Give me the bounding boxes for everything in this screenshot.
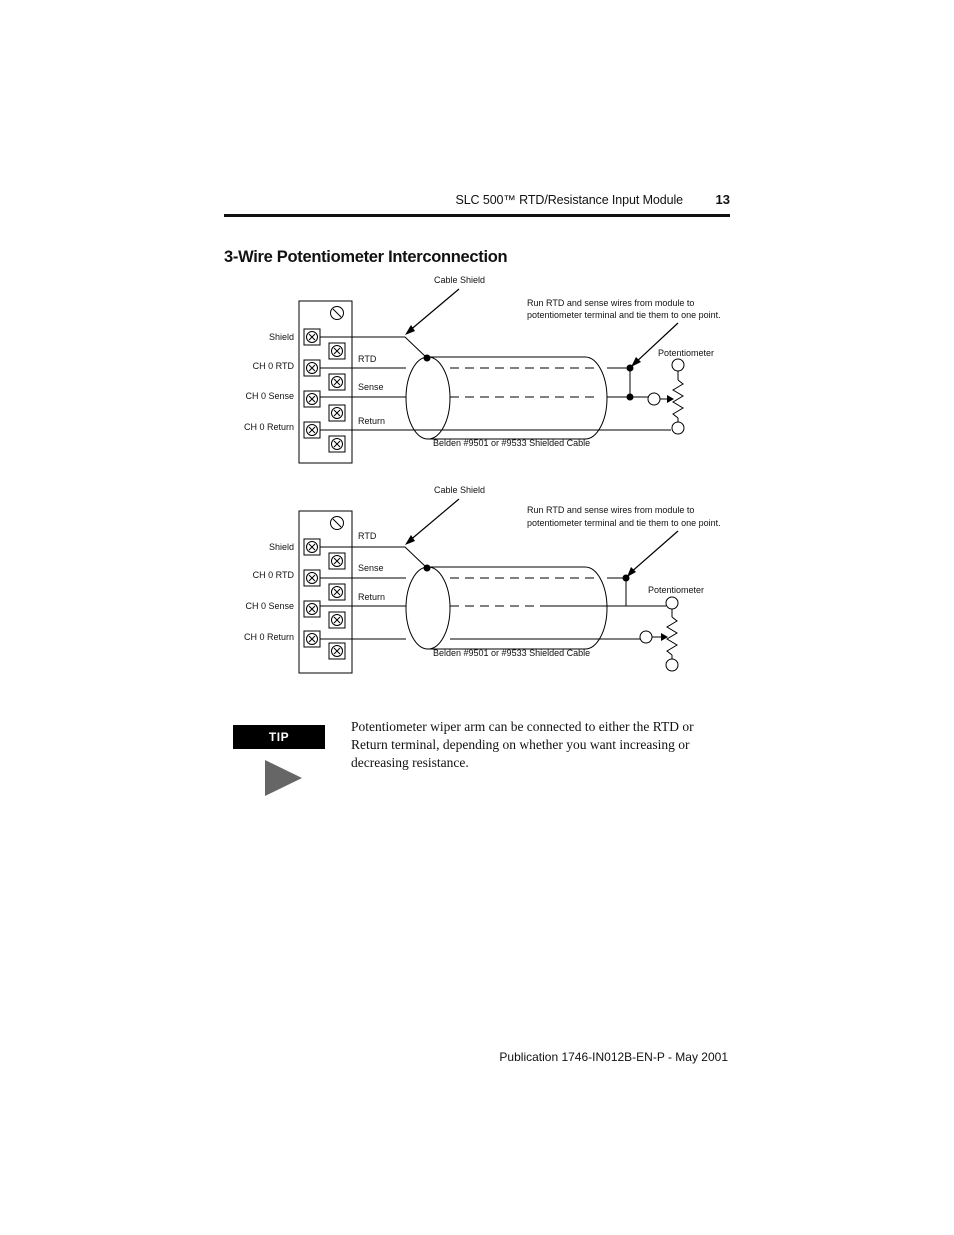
wire-label-sense: Sense [358,382,384,392]
cable-body [428,567,607,649]
screw-icon [329,584,345,600]
tip-badge: TIP [233,725,325,749]
terminal-label-return: CH 0 Return [243,632,294,642]
screw-icon [329,553,345,569]
potentiometer-terminal [666,597,678,609]
running-title: SLC 500™ RTD/Resistance Input Module [455,193,683,207]
tip-arrow-icon [265,760,303,798]
note-line2: potentiometer terminal and tie them to one point. [527,310,721,320]
wire-label-return: Return [358,416,386,426]
publication-footer: Publication 1746-IN012B-EN-P - May 2001 [499,1050,728,1064]
screw-icon [304,631,320,647]
cable-label: Belden #9501 or #9533 Shielded Cable [433,438,591,448]
screw-icon [304,570,320,586]
wire-label-return: Return [358,592,386,602]
potentiometer-terminal [666,659,678,671]
potentiometer-wiper-terminal [640,631,652,643]
screw-icon [304,601,320,617]
terminal-label-rtd: CH 0 RTD [252,361,294,371]
wire-label-rtd: RTD [358,354,377,364]
tip-text: Potentiometer wiper arm can be connected to either the RTD or Return terminal, depending on whether you want increasing or decreasing resistance. [351,719,694,770]
cable-shield-arrow [408,499,459,542]
cable-shield-label: Cable Shield [434,275,486,285]
page-number: 13 [715,192,730,207]
screw-icon [329,643,345,659]
note-arrow [629,531,678,574]
terminal-label-return: CH 0 Return [243,422,294,432]
terminal-label-shield: Shield [268,332,294,342]
note-line2: potentiometer terminal and tie them to one point. [527,518,721,528]
cable-label: Belden #9501 or #9533 Shielded Cable [433,648,591,658]
terminal-label-shield: Shield [268,542,294,552]
terminal-label-sense: CH 0 Sense [245,601,294,611]
shield-tie-point [424,565,431,572]
note-line1: Run RTD and sense wires from module to [527,298,695,308]
screw-icon [329,612,345,628]
note-line1: Run RTD and sense wires from module to [527,505,695,515]
potentiometer-label: Potentiometer [658,348,715,358]
terminal-label-sense: CH 0 Sense [245,391,294,401]
wire-label-rtd: RTD [358,531,377,541]
cable-shield-label: Cable Shield [434,485,486,495]
potentiometer-label: Potentiometer [648,585,705,595]
screw-icon [304,539,320,555]
cable-end [406,567,450,649]
potentiometer-resistor-icon [667,617,677,655]
terminal-label-rtd: CH 0 RTD [252,570,294,580]
wire-label-sense: Sense [358,563,384,573]
section-title: 3-Wire Potentiometer Interconnection [224,248,508,266]
